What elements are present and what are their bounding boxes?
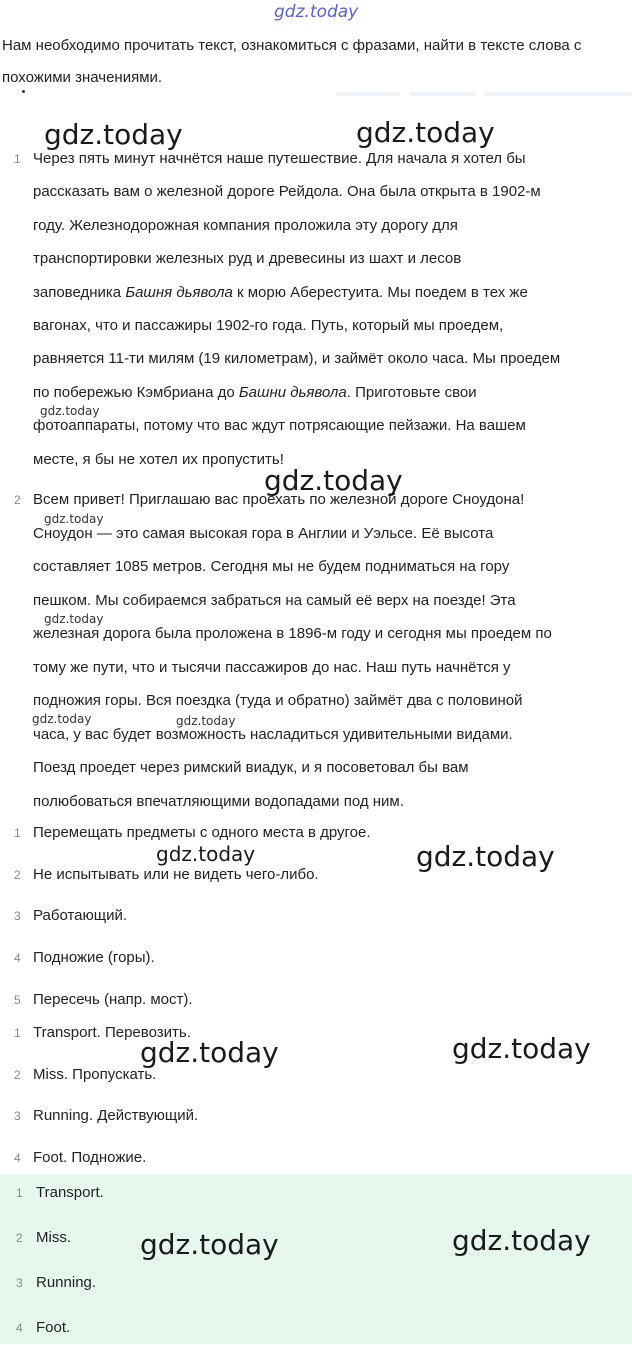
cropped-header-strip [0,88,632,104]
watermark-text: gdz.today [32,712,92,726]
text-line: фотоаппараты, потому что вас ждут потрясающие пейзажи. На вашем [33,417,526,435]
item-number: 5 [14,993,21,1007]
watermark-text: gdz.today [156,842,256,866]
text-line: транспортировки железных руд и древесины из шахт и лесов [33,250,462,268]
site-logo[interactable]: gdz.today [274,2,359,22]
reading-text-2 [0,483,632,818]
item-number: 1 [14,826,21,840]
answer-item [0,1315,632,1345]
item-text: Foot. Подножие. [33,1149,147,1166]
paragraph-number: 1 [14,152,21,166]
definition-item [0,987,632,1017]
watermark-text: gdz.today [264,464,403,497]
item-number: 1 [14,1026,21,1040]
watermark-text: gdz.today [140,1228,279,1261]
text-line: пешком. Мы собираемся забраться на самый её верх на поезде! Эта [33,591,516,609]
text-line: рассказать вам о железной дороге Рейдола. Она была открыта в 1902-м [33,183,541,201]
item-number: 4 [14,951,21,965]
text-line: железная дорога была проложена в 1896-м году и сегодня мы проедем по [33,625,552,642]
text-line: подножия горы. Вся поездка (туда и обратно) займёт два с половиной [33,692,523,709]
text-line: месте, я бы не хотел их пропустить! [33,450,284,468]
item-text: Miss. Пропускать. [33,1066,157,1083]
text-line: заповедника Башня дьявола к морю Аберестуита. Мы поедем в тех же [33,283,528,301]
item-number: 2 [14,868,21,882]
item-text: Running. [36,1274,97,1291]
match-item [0,1145,632,1175]
item-text: Не испытывать или не видеть чего-либо. [33,866,319,883]
answer-item [0,1270,632,1300]
item-text: Foot. [36,1319,71,1336]
text-line: году. Железнодорожная компания проложила эту дорогу для [33,216,458,234]
watermark-text: gdz.today [44,512,104,526]
item-text: Transport. [36,1184,104,1201]
item-number: 2 [14,1068,21,1082]
item-text: Transport. Перевозить. [33,1024,191,1041]
text-line: составляет 1085 метров. Сегодня мы не будем подниматься на гору [33,558,510,575]
item-number: 3 [16,1276,23,1290]
text-line: вагонах, что и пассажиры 1902-го года. Путь, который мы проедем, [33,316,504,334]
tab-placeholder [410,92,476,96]
match-item [0,1103,632,1133]
definition-item [0,945,632,975]
answer-box [0,1174,632,1344]
item-text: Работающий. [33,907,128,924]
paragraph-text [33,483,625,818]
item-text: Перемещать предметы с одного места в другое. [33,824,371,841]
watermark-text: gdz.today [40,404,100,418]
paragraph-number: 2 [14,493,21,507]
task-intro: Нам необходимо прочитать текст, ознакомиться с фразами, найти в тексте слова с похожими значениями. [2,37,582,86]
watermark-text: gdz.today [44,118,183,151]
item-number: 4 [16,1321,23,1335]
tab-placeholder [484,92,632,96]
bullet-dot [22,90,25,93]
item-number: 3 [14,1109,21,1123]
text-line: полюбоваться впечатляющими водопадами под ним. [33,792,404,810]
text-line: тому же пути, что и тысячи пассажиров до нас. Наш путь начнётся у [33,658,511,676]
answer-item [0,1180,632,1210]
watermark-text: gdz.today [452,1032,591,1065]
watermark-text: gdz.today [416,840,555,873]
watermark-text: gdz.today [44,612,104,626]
reading-text-1 [0,142,632,476]
tab-placeholder [336,92,400,96]
definition-item [0,903,632,933]
paragraph-text [33,142,625,476]
item-text: Подножие (горы). [33,949,155,966]
text-line: Сноудон — это самая высокая гора в Англии и Уэльсе. Её высота [33,524,494,542]
item-number: 4 [14,1151,21,1165]
item-number: 3 [14,909,21,923]
item-number: 1 [16,1186,23,1200]
text-line: равняется 11-ти милям (19 километрам), и займёт около часа. Мы проедем [33,350,561,368]
text-line: по побережью Кэмбриана до Башни дьявола. Приготовьте свои [33,383,477,401]
item-text: Running. Действующий. [33,1107,199,1124]
text-line: Через пять минут начнётся наше путешествие. Для начала я хотел бы [33,150,526,167]
match-item [0,1062,632,1092]
text-line: Всем привет! Приглашаю вас проехать по железной дороге Сноудона! [33,491,525,508]
text-line: Поезд проедет через римский виадук, и я посоветовал бы вам [33,759,469,776]
watermark-text: gdz.today [356,116,495,149]
item-number: 2 [16,1231,23,1245]
text-line: часа, у вас будет возможность насладиться удивительными видами. [33,725,513,743]
item-text: Miss. [36,1229,71,1246]
watermark-text: gdz.today [452,1224,591,1257]
watermark-text: gdz.today [176,714,236,728]
item-text: Пересечь (напр. мост). [33,991,193,1008]
watermark-text: gdz.today [140,1036,279,1069]
